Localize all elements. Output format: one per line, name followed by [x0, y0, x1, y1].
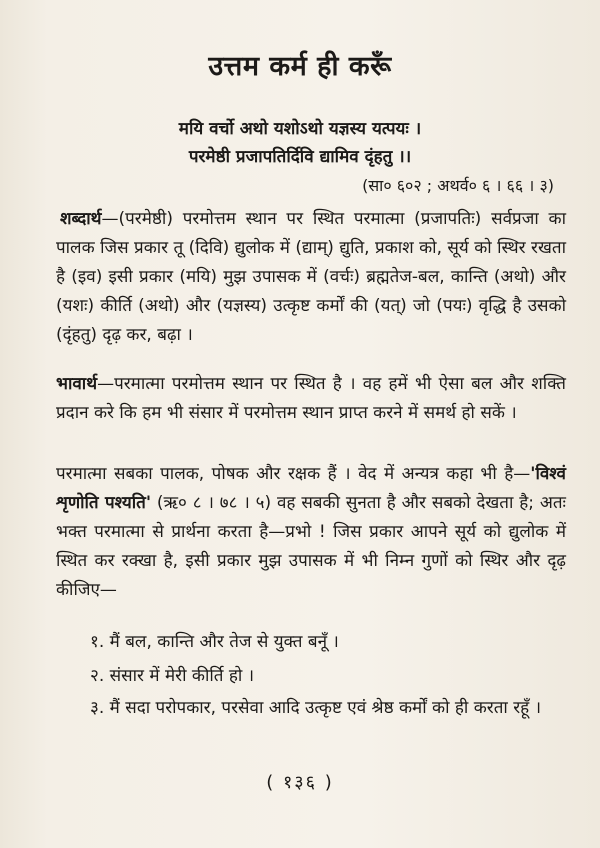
- mantra-line-1: मयि वर्चो अथो यशोऽथो यज्ञस्य यत्पयः ।: [178, 119, 422, 139]
- explanation-text-before: परमात्मा सबका पालक, पोषक और रक्षक हैं । वेद में अन्यत्र कहा भी है—: [56, 464, 531, 484]
- shabdartha-paragraph: [56, 205, 566, 350]
- explanation-text-after: (ऋ० ८ । ७८ । ५) वह सबकी सुनता है और सबको देखता है; अतः भक्त परमात्मा से प्रार्थना करता है—प्रभो ! जिस प्रकार आपने सूर्य को द्युलोक में स्थित कर रक्खा है, इसी प्रकार मुझ उपासक में भी निम्न गुणों को स्थिर और दृढ़ कीजिए—: [56, 493, 566, 600]
- mantra-reference: (सा० ६०२ ; अथर्व० ६ । ६६ । ३): [362, 176, 554, 195]
- page-title: उत्तम कर्म ही करूँ: [208, 51, 392, 82]
- explanation-paragraph: [56, 460, 566, 605]
- shabdartha-heading: शब्दार्थ: [60, 209, 102, 229]
- bhavartha-heading: भावार्थ: [56, 374, 98, 394]
- mantra-line-2: परमेष्ठी प्रजापतिर्दिवि द्यामिव दृंहतु ।।: [188, 147, 412, 167]
- vedic-quote: 'विश्वं शृणोति पश्यति': [56, 464, 566, 513]
- shabdartha-text: —(परमेष्ठी) परमोत्तम स्थान पर स्थित परमात्मा (प्रजापतिः) सर्वप्रजा का पालक जिस प्रकार तू (दिवि) द्युलोक में (द्याम्) द्युति, प्रकाश को, सूर्य को स्थिर रखता है (इव) इसी प्रकार (मयि) मुझ उपासक में (वर्चः) ब्रह्मतेज-बल, कान्ति (अथो) और (यशः) कीर्ति (अथो) और (यज्ञस्य) उत्कृष्ट कर्मों की (यत्) जो (पयः) वृद्धि है उसको (दृंहतु) दृढ़ कर, बढ़ा ।: [56, 209, 566, 345]
- list-item: २. संसार में मेरी कीर्ति हो ।: [90, 666, 255, 686]
- page-number: ( १३६ ): [266, 772, 334, 793]
- list-item: १. मैं बल, कान्ति और तेज से युक्त बनूँ ।: [90, 632, 339, 652]
- list-item: ३. मैं सदा परोपकार, परसेवा आदि उत्कृष्ट एवं श्रेष्ठ कर्मों को ही करता रहूँ ।: [90, 698, 542, 718]
- bhavartha-paragraph: [56, 370, 566, 428]
- bhavartha-text: —परमात्मा परमोत्तम स्थान पर स्थित है । वह हमें भी ऐसा बल और शक्ति प्रदान करे कि हम भी संसार में परमोत्तम स्थान प्राप्त करने में समर्थ हो सकें ।: [56, 374, 566, 423]
